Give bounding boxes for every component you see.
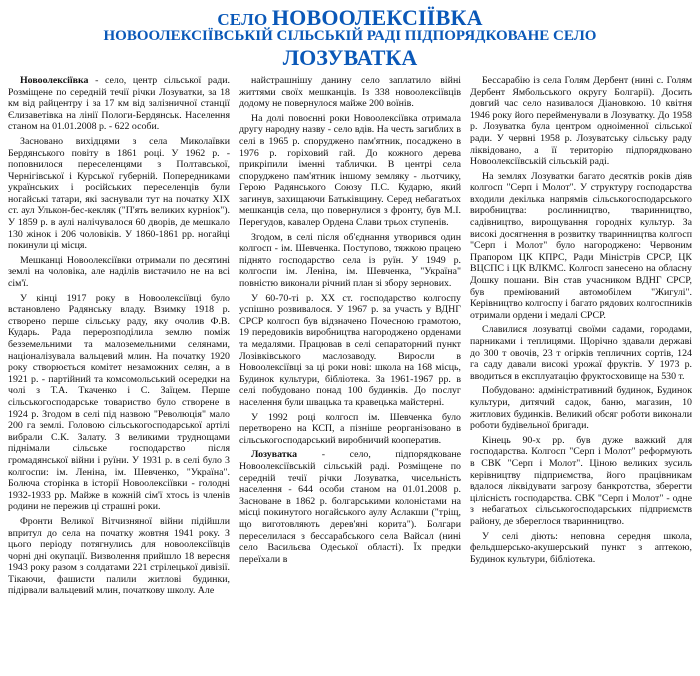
paragraph	[8, 255, 230, 290]
column-3	[470, 75, 692, 600]
article-header	[8, 6, 692, 69]
paragraph-text: Побудовано: адміністративний будинок, Будинок культури, дитячий садок, баню, магазин, 10 житлових будинків. Великий обсяг роботи виконали роботи будівельної бригади.	[470, 385, 692, 432]
paragraph-text: На землях Лозуватки багато десятків років діяв колгосп "Серп і Молот". У структуру господарства входили декілька напрямів сільськогосподарського виробництва: рослинництво, тваринництво, садівництво, вирощування городніх культур. За високі досягнення в розвитку тваринництва колгосп "Серп і Молот" було нагороджено: Червоним Прапором ЦК КПРС, Ради Міністрів СРСР, ЦК ВЦСПС і ЦК ВЛКМС. Колгосп занесено на обласну Дошку пошани. Він став учасником ВДНГ СРСР, був преміюваний автомобілем "Жигулі". Керівництво колгоспу і багато рядових колгоспників отримали ордени і медалі СРСР.	[470, 170, 692, 321]
paragraph	[470, 385, 692, 431]
paragraph	[8, 293, 230, 513]
paragraph-text: На долі повоєнні роки Новоолексіївка отримала другу народну назву - село вдів. На честь загиблих в селі в 1965 р. споруджено пам'ятник, посаджено в 1976 р. горіховий гай. До кожного дерева прикріпили іменні таблички. В центрі села споруджено пам'ятник іншому земляку - льотчику, Герою Радянського Союзу П.С. Кударю, який загинув, захищаючи Батьківщину. Серед небагатьох мешканців села, що повернулися з фронту, був М.І. Перегудов, кавалер Ордена Слави трьох ступенів.	[239, 112, 461, 229]
paragraph	[470, 531, 692, 566]
paragraph	[8, 75, 230, 133]
paragraph	[470, 324, 692, 382]
subtitle-line: НОВООЛЕКСІЇВСЬКІЙ СІЛЬСЬКІЙ РАДІ ПІДПОРЯДКОВАНЕ СЕЛО	[103, 28, 597, 45]
column-1	[8, 75, 230, 600]
paragraph-text: У 1992 році колгосп ім. Шевченка було перетворено на КСП, а пізніше реорганізовано в сільськогосподарський виробничий кооператив.	[239, 411, 461, 446]
paragraph	[239, 232, 461, 290]
paragraph-text: Бессарабію із села Голям Дербент (нині с. Голям Дербент Ямбольського округу Болгарії). Досить довгий час село називалося Діановкою. 10 квітня 1946 року його перейменували в Лозуватку. До 1958 р. Лозуватка була центром одноіменної сільської ради. У червні 1958 р. Лозуватську сільську раду ліквідовано, а її територію підпорядковано Новоолексіївській сільській раді.	[470, 74, 692, 168]
paragraph	[470, 75, 692, 168]
paragraph	[239, 449, 461, 565]
paragraph	[239, 293, 461, 409]
paragraph-text: найстрашнішу данину село заплатило війні життями своїх мешканців. Із 338 новоолексіївців додому не повернулося майже 200 воїнів.	[239, 74, 461, 110]
paragraph-text: Славилися лозуватці своїми садами, городами, парниками і теплицями. Щорічно здавали державі до 300 т овочів, 23 т огірків тепличних сортів, 124 га саду давали високі урожаї фруктів. У 1973 р. вводиться в експлуатацію фруктосховище на 530 т.	[470, 324, 692, 382]
paragraph	[470, 435, 692, 528]
paragraph	[470, 171, 692, 322]
second-village-title: ЛОЗУВАТКА	[282, 44, 418, 70]
paragraph	[8, 136, 230, 252]
paragraph	[8, 516, 230, 597]
paragraph-text: У кінці 1917 року в Новоолексіївці було встановлено Радянську владу. Взимку 1918 р. створено перше сільську раду, яку очолив Ф.В. Кударь. Рада перерозподілила землю поміж безземельними та малоземельними селянами, націоналізувала вальцевий млин. На початку 1920 року створюється комітет незаможних селян, а в 1921 р. - партійний та комсомольський осередки на чолі з Т.А. Ткаченко і С. Заїцем. Перше сільськогосподарське товариство було створене в 1924 р. Згодом в селі під назвою "Революція" мало 200 га землі. Головою сільськогосподарської артілі вибрали С.К. Залату. З великими труднощами піднімали сільське господарство після громадянської війни і руїни. У 1931 р. в селі було 3 колгоспи: ім. Леніна, ім. Шевченко, "Україна". Болюча сторінка в історії Новоолексіївки - голодні 1932-1933 рр. Майже в кожній сім'ї хтось із членів родини не пережив ці страшні роки.	[8, 292, 230, 513]
paragraph-lead-term: Новоолексіївка	[20, 74, 89, 86]
paragraph-text: У селі діють: неповна середня школа, фельдшерсько-акушерський пункт з аптекою, Будинок культури, бібліотека.	[470, 530, 692, 565]
article-columns	[8, 75, 692, 600]
paragraph-text: - село, підпорядковане Новоолексіївській сільській раді. Розміщене по середній течії річки Лозуватка, чисельність населення - 644 особи станом на 01.01.2008 р. Засноване в 1862 р. болгарськими колоністами на місці покинутого ногайського аулу Аслакши ("тріщ, що виготовляють дерев'яні корита"). Болгари переселилася з бессарабського села Вайсал (нині село Васильєва Одеської області). Їх предки переїхали в	[239, 449, 461, 565]
village-name-title: НОВООЛЕКСІЇВКА	[271, 5, 483, 30]
paragraph-lead-term: Лозуватка	[251, 449, 298, 461]
title-line-1	[8, 6, 692, 29]
paragraph-text: У 60-70-ті р. XX ст. господарство колгоспу успішно розвивалося. У 1967 р. за участь у ВДНГ СРСР колгосп був відзначено Почесною грамотою, 19 передовиків виробництва нагороджено орденами та медалями. Працював в селі сепараторний пункт Лозівківського маслозаводу. Виросли в Новоолексіївці за ці роки нові: школа на 168 місць, Будинок культури, бібліотека. За 1961-1967 рр. в селі побудовано понад 100 будинків. До послуг населення були швацька та кравецька майстерні.	[239, 292, 461, 408]
paragraph-text: Згодом, в селі після об'єднання утворився один колгосп - ім. Шевченка. Поступово, тяжкою працею піднято господарство села із руїн. У 1949 р. колгоспи ім. Леніна, ім. Шевченка, "Україна" повністю виконали річний план зі збору зернових.	[239, 231, 461, 290]
column-2	[239, 75, 461, 600]
paragraph	[239, 113, 461, 229]
paragraph-text: Кінець 90-х рр. був дуже важкий для господарства. Колгосп "Серп і Молот" реформують в СВК "Серп і Молот". Ціною великих зусиль керівництву підприємства, його працівникам вдалося ліквідувати загрозу банкротства, зберегти цілісність господарства. СВК "Серп і Молот" - одне з небагатьох сільськогосподарських підприємств району, де збереглося тваринництво.	[470, 434, 692, 527]
paragraph-text: Фронти Великої Вітчизняної війни підійшли впритул до села на початку жовтня 1941 року. З цього періоду потягнулись для новоолексіївців чорні дні окупації. Визволення прийшло 18 вересня 1943 року разом з солдатами 221 стрілецької дивізії. Тікаючи, фашисти палили житлові будинки, підірвали вальцевий млин, початкову школу. Але	[8, 515, 230, 597]
paragraph	[239, 75, 461, 110]
paragraph	[239, 412, 461, 447]
paragraph-text: Засновано вихідцями з села Миколаївки Бердянського повіту в 1861 році. У 1962 р. - поповнилося переселенцями з Полтавської, Чернігівської і Курської губерній. Попередниками українських і російських переселенців були ногайські татари, які заснували тут на початку XIX ст. аул Улькон-бес-кекляк ("П'ять великих курніок"). У 1859 р. в аулі налічувалося 60 дворів, де мешкало 130 жінок і 206 чоловіків. У 1860-1861 рр. ногайці покинули ці місця.	[8, 135, 230, 252]
paragraph-text: Мешканці Новоолексіївки отримали по десятині землі на чоловіка, але наділів вистачило не на всі сім'ї.	[8, 254, 230, 290]
title-prefix: СЕЛО	[217, 10, 268, 29]
paragraph-text: - село, центр сільської ради. Розміщене по середній течії річки Лозуватки, за 18 км від райцентру і за 17 км від залізничної станції Єлизаветівка на лінії Пологи-Бердянськ. Населення станом на 01.01.2008 р. - 622 особи.	[8, 74, 230, 133]
